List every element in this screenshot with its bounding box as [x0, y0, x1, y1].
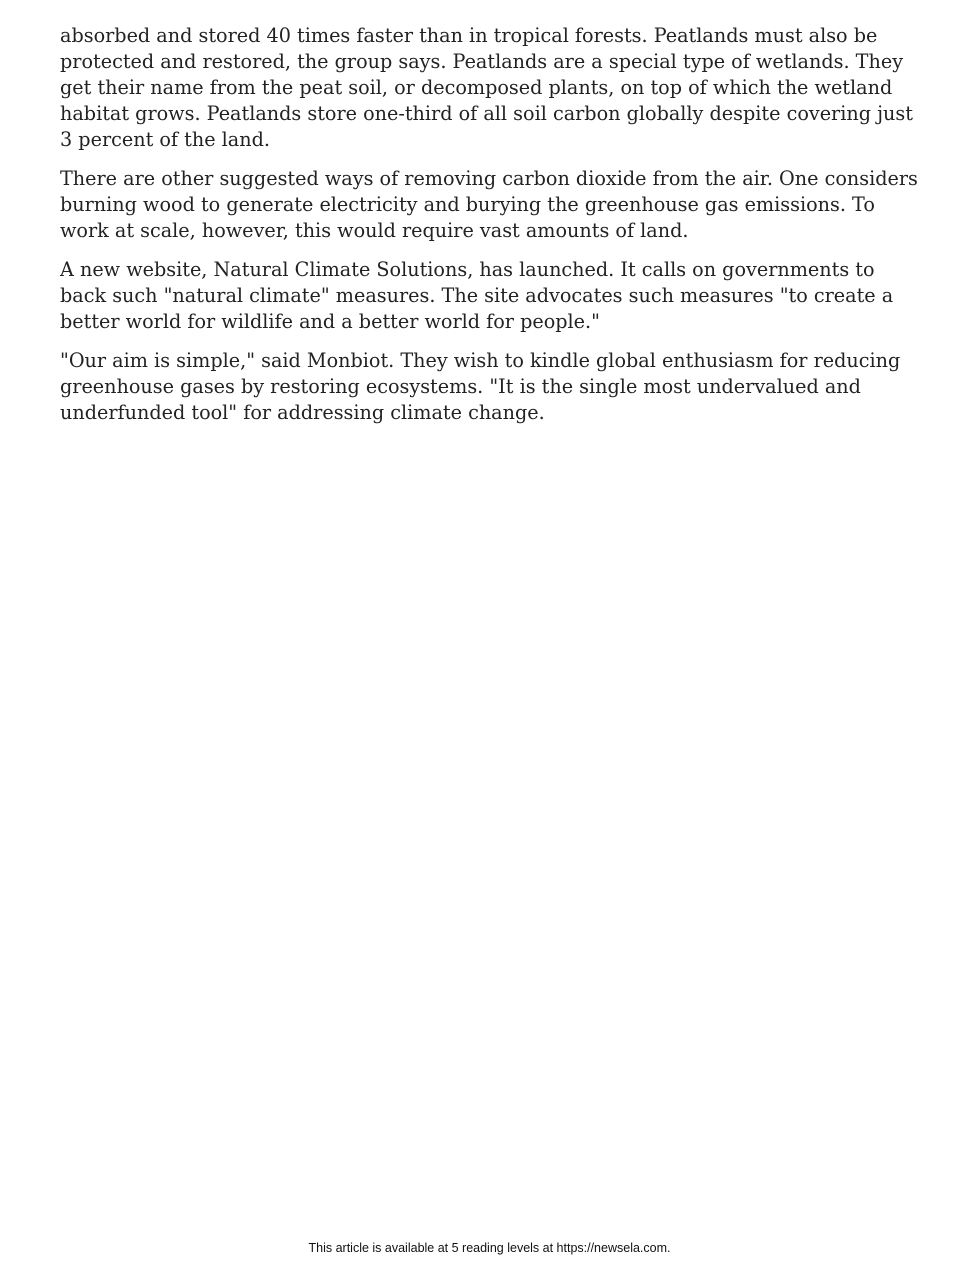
article-body	[60, 23, 922, 439]
article-paragraph: There are other suggested ways of removing carbon dioxide from the air. One considers burning wood to generate electricity and burying the greenhouse gas emissions. To work at scale, however, this would require vast amounts of land.	[60, 167, 918, 242]
article-paragraph: absorbed and stored 40 times faster than in tropical forests. Peatlands must also be protected and restored, the group says. Peatlands are a special type of wetlands. They get their name from the peat soil, or decomposed plants, on top of which the wetland habitat grows. Peatlands store one-third of all soil carbon globally despite covering just 3 percent of the land.	[60, 24, 913, 151]
article-paragraph: A new website, Natural Climate Solutions, has launched. It calls on governments to back such "natural climate" measures. The site advocates such measures "to create a better world for wildlife and a better world for people."	[60, 258, 894, 333]
reading-levels-footer: This article is available at 5 reading levels at https://newsela.com.	[308, 1241, 671, 1255]
article-paragraph: "Our aim is simple," said Monbiot. They wish to kindle global enthusiasm for reducing greenhouse gases by restoring ecosystems. "It is the single most undervalued and underfunded tool" for addressing climate change.	[60, 349, 901, 424]
